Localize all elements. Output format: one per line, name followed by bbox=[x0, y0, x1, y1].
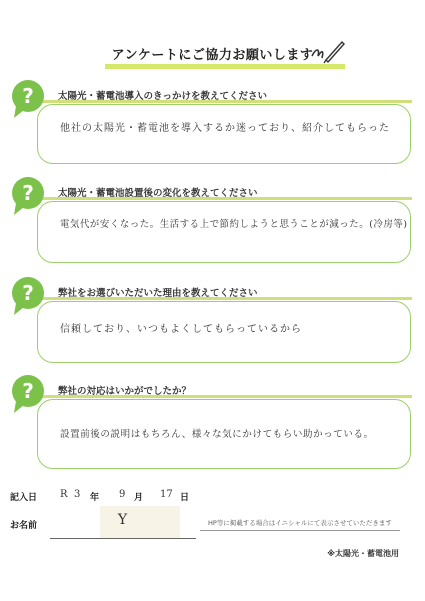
pen-icon bbox=[310, 38, 346, 64]
notice-underline bbox=[200, 530, 400, 531]
question-section-2 bbox=[8, 175, 412, 267]
answer-text: 他社の太陽光・蓄電池を導入するか迷っており、紹介してもらった bbox=[60, 123, 390, 134]
question-mark-icon bbox=[8, 175, 48, 219]
svg-text:?: ? bbox=[22, 84, 34, 108]
name-label: お名前 bbox=[10, 521, 38, 531]
page-title: アンケートにご協力お願いします bbox=[111, 48, 314, 63]
publication-notice: HP等に掲載する場合はイニシャルにて表示させていただきます bbox=[208, 519, 392, 527]
title-underline bbox=[105, 64, 345, 69]
answer-box bbox=[37, 201, 411, 263]
answer-box bbox=[37, 104, 411, 164]
entry-month: 9 bbox=[119, 489, 126, 500]
entry-year: 3 bbox=[74, 489, 81, 500]
question-label: 弊社をお選びいただいた理由を教えてください bbox=[58, 288, 258, 299]
question-mark-icon bbox=[8, 78, 48, 122]
name-underline bbox=[50, 538, 196, 539]
question-section-3 bbox=[8, 275, 412, 367]
entry-date-label: 記入日 bbox=[10, 493, 38, 503]
month-unit-label: 月 bbox=[134, 493, 144, 503]
answer-box bbox=[37, 399, 411, 469]
question-mark-icon bbox=[8, 373, 48, 417]
answer-text: 電気代が安くなった。生活する上で節約しようと思うことが減った。(冷房等) bbox=[60, 219, 408, 230]
name-value: Y bbox=[117, 512, 128, 528]
answer-box bbox=[37, 301, 411, 363]
question-section-4 bbox=[8, 373, 412, 473]
question-label: 太陽光・蓄電池設置後の変化を教えてください bbox=[58, 188, 258, 199]
entry-day: 17 bbox=[160, 489, 173, 500]
question-mark-icon bbox=[8, 275, 48, 319]
question-section-1 bbox=[8, 78, 412, 168]
entry-era: R bbox=[60, 489, 68, 500]
svg-text:?: ? bbox=[22, 281, 34, 305]
question-label: 太陽光・蓄電池導入のきっかけを教えてください bbox=[58, 91, 268, 102]
question-label: 弊社の対応はいかがでしたか？ bbox=[58, 386, 192, 397]
year-unit-label: 年 bbox=[90, 493, 100, 503]
form-type-footer: ※太陽光・蓄電池用 bbox=[327, 549, 399, 558]
svg-text:?: ? bbox=[22, 379, 34, 403]
day-unit-label: 日 bbox=[180, 493, 190, 503]
answer-text: 設置前後の説明はもちろん、様々な気にかけてもらい助かっている。 bbox=[60, 429, 374, 440]
answer-text: 信頼しており、いつもよくしてもらっているから bbox=[60, 324, 302, 335]
svg-text:?: ? bbox=[22, 181, 34, 205]
